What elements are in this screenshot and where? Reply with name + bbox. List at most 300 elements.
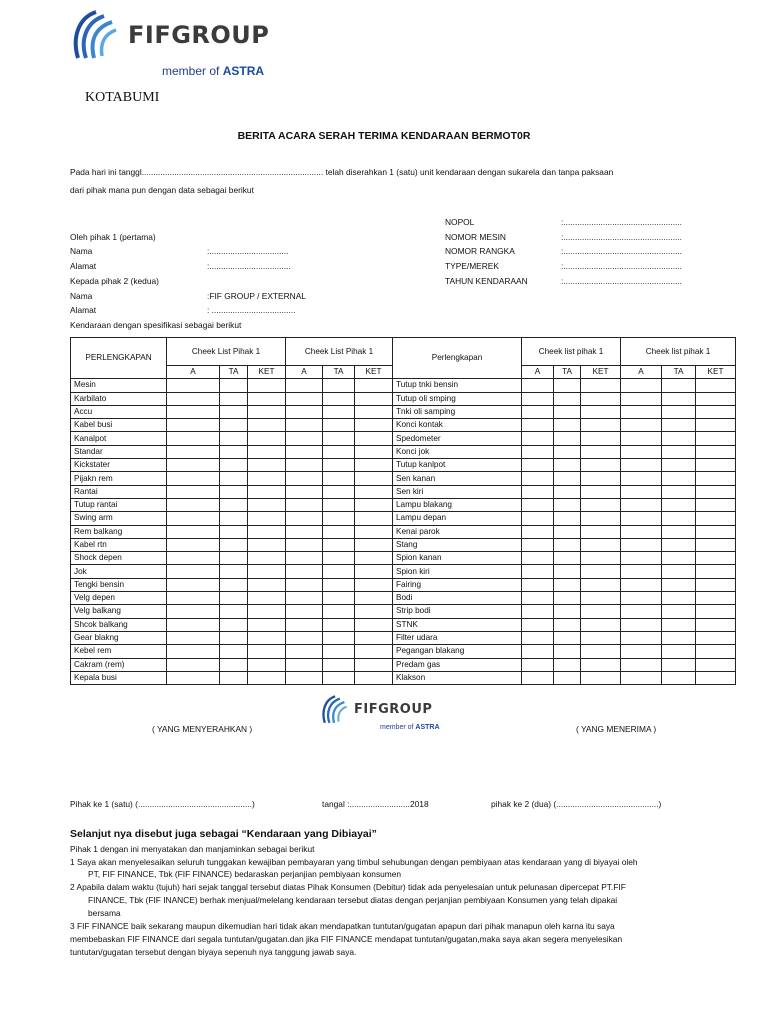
check-cell[interactable] [581, 419, 621, 432]
check-cell[interactable] [621, 658, 662, 671]
check-cell[interactable] [248, 472, 286, 485]
check-cell[interactable] [696, 658, 736, 671]
check-cell[interactable] [554, 472, 581, 485]
equipment-name-left: Kickstater [71, 459, 167, 472]
check-cell[interactable] [554, 405, 581, 418]
check-cell[interactable] [554, 645, 581, 658]
check-cell[interactable] [286, 525, 323, 538]
check-cell[interactable] [554, 392, 581, 405]
check-cell[interactable] [522, 498, 554, 511]
check-cell[interactable] [355, 472, 393, 485]
check-cell[interactable] [581, 445, 621, 458]
check-cell[interactable] [581, 671, 621, 684]
check-cell[interactable] [522, 645, 554, 658]
check-cell[interactable] [323, 392, 355, 405]
check-cell[interactable] [167, 459, 220, 472]
check-cell[interactable] [220, 512, 248, 525]
check-cell[interactable] [248, 525, 286, 538]
check-cell[interactable] [662, 498, 696, 511]
check-cell[interactable] [696, 618, 736, 631]
check-cell[interactable] [286, 552, 323, 565]
check-cell[interactable] [662, 538, 696, 551]
check-cell[interactable] [355, 379, 393, 392]
check-cell[interactable] [355, 592, 393, 605]
check-cell[interactable] [522, 445, 554, 458]
check-cell[interactable] [167, 405, 220, 418]
check-cell[interactable] [167, 631, 220, 644]
check-cell[interactable] [323, 631, 355, 644]
check-cell[interactable] [220, 631, 248, 644]
check-cell[interactable] [581, 472, 621, 485]
check-cell[interactable] [355, 631, 393, 644]
check-cell[interactable] [355, 578, 393, 591]
check-cell[interactable] [248, 538, 286, 551]
check-cell[interactable] [581, 459, 621, 472]
check-cell[interactable] [662, 658, 696, 671]
check-cell[interactable] [522, 565, 554, 578]
check-cell[interactable] [286, 445, 323, 458]
check-cell[interactable] [248, 592, 286, 605]
check-cell[interactable] [220, 618, 248, 631]
check-cell[interactable] [554, 552, 581, 565]
footer-logo [320, 694, 460, 738]
equipment-name-right: Fairing [393, 578, 522, 591]
check-cell[interactable] [522, 405, 554, 418]
check-cell[interactable] [167, 392, 220, 405]
check-cell[interactable] [581, 592, 621, 605]
check-cell[interactable] [355, 432, 393, 445]
check-cell[interactable] [323, 459, 355, 472]
check-cell[interactable] [355, 565, 393, 578]
check-cell[interactable] [581, 605, 621, 618]
check-cell[interactable] [662, 618, 696, 631]
check-cell[interactable] [355, 605, 393, 618]
check-cell[interactable] [355, 419, 393, 432]
check-cell[interactable] [581, 658, 621, 671]
check-cell[interactable] [323, 578, 355, 591]
check-cell[interactable] [696, 392, 736, 405]
check-cell[interactable] [220, 445, 248, 458]
check-cell[interactable] [323, 618, 355, 631]
check-cell[interactable] [621, 631, 662, 644]
receiver-label: ( YANG MENERIMA ) [576, 724, 657, 734]
check-cell[interactable] [248, 565, 286, 578]
check-cell[interactable] [220, 379, 248, 392]
check-cell[interactable] [220, 605, 248, 618]
check-cell[interactable] [621, 512, 662, 525]
check-cell[interactable] [662, 565, 696, 578]
check-cell[interactable] [554, 605, 581, 618]
check-cell[interactable] [248, 578, 286, 591]
check-cell[interactable] [696, 645, 736, 658]
check-cell[interactable] [662, 512, 696, 525]
check-cell[interactable] [220, 392, 248, 405]
check-cell[interactable] [581, 631, 621, 644]
check-cell[interactable] [621, 419, 662, 432]
first-party-heading: Oleh pihak 1 (pertama) [70, 232, 156, 242]
check-cell[interactable] [286, 512, 323, 525]
check-cell[interactable] [286, 392, 323, 405]
check-cell[interactable] [286, 671, 323, 684]
check-cell[interactable] [554, 592, 581, 605]
check-cell[interactable] [554, 485, 581, 498]
equipment-name-right: Lampu blakang [393, 498, 522, 511]
check-cell[interactable] [355, 459, 393, 472]
check-cell[interactable] [696, 538, 736, 551]
check-cell[interactable] [323, 525, 355, 538]
check-cell[interactable] [220, 525, 248, 538]
check-cell[interactable] [581, 538, 621, 551]
check-cell[interactable] [581, 405, 621, 418]
check-cell[interactable] [323, 485, 355, 498]
check-cell[interactable] [248, 379, 286, 392]
check-cell[interactable] [662, 445, 696, 458]
check-cell[interactable] [621, 618, 662, 631]
check-cell[interactable] [248, 498, 286, 511]
check-cell[interactable] [248, 605, 286, 618]
check-cell[interactable] [554, 658, 581, 671]
check-cell[interactable] [167, 645, 220, 658]
check-cell[interactable] [248, 419, 286, 432]
check-cell[interactable] [286, 645, 323, 658]
equipment-name-right: Konci kontak [393, 419, 522, 432]
check-cell[interactable] [696, 459, 736, 472]
check-cell[interactable] [355, 485, 393, 498]
equipment-name-right: Pegangan blakang [393, 645, 522, 658]
check-cell[interactable] [621, 432, 662, 445]
check-cell[interactable] [286, 565, 323, 578]
check-cell[interactable] [286, 618, 323, 631]
check-cell[interactable] [581, 498, 621, 511]
check-cell[interactable] [220, 565, 248, 578]
check-cell[interactable] [554, 432, 581, 445]
check-cell[interactable] [554, 618, 581, 631]
check-cell[interactable] [286, 605, 323, 618]
check-cell[interactable] [522, 605, 554, 618]
check-cell[interactable] [323, 445, 355, 458]
check-cell[interactable] [355, 525, 393, 538]
alamat2-field: : .................................... [207, 305, 296, 315]
check-cell[interactable] [696, 671, 736, 684]
check-cell[interactable] [581, 645, 621, 658]
check-cell[interactable] [621, 472, 662, 485]
check-cell[interactable] [696, 379, 736, 392]
check-cell[interactable] [621, 392, 662, 405]
check-cell[interactable] [522, 578, 554, 591]
check-cell[interactable] [621, 485, 662, 498]
check-cell[interactable] [220, 419, 248, 432]
check-cell[interactable] [662, 392, 696, 405]
check-cell[interactable] [355, 658, 393, 671]
check-cell[interactable] [621, 552, 662, 565]
check-cell[interactable] [621, 445, 662, 458]
check-cell[interactable] [522, 472, 554, 485]
check-cell[interactable] [355, 618, 393, 631]
check-cell[interactable] [355, 538, 393, 551]
check-cell[interactable] [286, 578, 323, 591]
check-cell[interactable] [355, 512, 393, 525]
check-cell[interactable] [696, 525, 736, 538]
check-cell[interactable] [621, 379, 662, 392]
check-cell[interactable] [696, 605, 736, 618]
check-cell[interactable] [581, 379, 621, 392]
check-cell[interactable] [581, 485, 621, 498]
check-cell[interactable] [662, 379, 696, 392]
check-cell[interactable] [355, 498, 393, 511]
check-cell[interactable] [554, 631, 581, 644]
check-cell[interactable] [662, 671, 696, 684]
check-cell[interactable] [167, 525, 220, 538]
intro-line-1: Pada hari ini tanggl.............................................................................. telah diserahkan 1 (satu) unit kendaraan dengan sukarela dan tanpa paksaan [70, 167, 614, 177]
check-cell[interactable] [167, 671, 220, 684]
check-cell[interactable] [696, 432, 736, 445]
check-cell[interactable] [286, 405, 323, 418]
check-cell[interactable] [581, 578, 621, 591]
check-cell[interactable] [581, 525, 621, 538]
table-row [71, 392, 736, 405]
check-cell[interactable] [581, 618, 621, 631]
check-cell[interactable] [167, 512, 220, 525]
check-cell[interactable] [323, 538, 355, 551]
check-cell[interactable] [220, 578, 248, 591]
check-cell[interactable] [696, 592, 736, 605]
check-cell[interactable] [621, 645, 662, 658]
check-cell[interactable] [220, 645, 248, 658]
check-cell[interactable] [522, 671, 554, 684]
check-cell[interactable] [554, 565, 581, 578]
check-cell[interactable] [554, 379, 581, 392]
check-cell[interactable] [662, 592, 696, 605]
check-cell[interactable] [220, 538, 248, 551]
check-cell[interactable] [286, 498, 323, 511]
check-cell[interactable] [522, 512, 554, 525]
check-cell[interactable] [696, 419, 736, 432]
check-cell[interactable] [522, 379, 554, 392]
check-cell[interactable] [323, 419, 355, 432]
check-cell[interactable] [554, 459, 581, 472]
check-cell[interactable] [554, 578, 581, 591]
check-cell[interactable] [248, 645, 286, 658]
nama2-field: :FIF GROUP / EXTERNAL [207, 291, 306, 301]
check-cell[interactable] [522, 459, 554, 472]
check-cell[interactable] [286, 631, 323, 644]
check-cell[interactable] [522, 525, 554, 538]
check-cell[interactable] [248, 671, 286, 684]
check-cell[interactable] [323, 472, 355, 485]
check-cell[interactable] [355, 645, 393, 658]
check-cell[interactable] [581, 512, 621, 525]
check-cell[interactable] [167, 445, 220, 458]
check-cell[interactable] [662, 405, 696, 418]
check-cell[interactable] [323, 512, 355, 525]
check-cell[interactable] [167, 552, 220, 565]
check-cell[interactable] [662, 525, 696, 538]
check-cell[interactable] [167, 472, 220, 485]
check-cell[interactable] [167, 578, 220, 591]
astra-text: ASTRA [415, 724, 440, 731]
check-cell[interactable] [696, 631, 736, 644]
equipment-name-left: Gear blakng [71, 631, 167, 644]
check-cell[interactable] [323, 565, 355, 578]
check-cell[interactable] [621, 538, 662, 551]
check-cell[interactable] [248, 485, 286, 498]
check-cell[interactable] [522, 658, 554, 671]
check-cell[interactable] [167, 485, 220, 498]
check-cell[interactable] [522, 552, 554, 565]
check-cell[interactable] [581, 392, 621, 405]
check-cell[interactable] [662, 459, 696, 472]
check-cell[interactable] [581, 552, 621, 565]
check-cell[interactable] [286, 538, 323, 551]
check-cell[interactable] [323, 605, 355, 618]
check-cell[interactable] [323, 405, 355, 418]
check-cell[interactable] [167, 419, 220, 432]
check-cell[interactable] [621, 459, 662, 472]
check-cell[interactable] [167, 538, 220, 551]
check-cell[interactable] [662, 432, 696, 445]
equipment-name-left: Velg depen [71, 592, 167, 605]
check-cell[interactable] [286, 472, 323, 485]
check-cell[interactable] [323, 552, 355, 565]
check-cell[interactable] [554, 498, 581, 511]
check-cell[interactable] [286, 379, 323, 392]
check-cell[interactable] [286, 485, 323, 498]
company-logo [70, 8, 270, 80]
check-cell[interactable] [662, 419, 696, 432]
check-cell[interactable] [554, 419, 581, 432]
check-cell[interactable] [621, 578, 662, 591]
check-cell[interactable] [248, 618, 286, 631]
check-cell[interactable] [220, 459, 248, 472]
check-cell[interactable] [286, 419, 323, 432]
check-cell[interactable] [662, 631, 696, 644]
check-cell[interactable] [220, 472, 248, 485]
check-cell[interactable] [662, 552, 696, 565]
date-line: tangal :..........................2018 [322, 799, 429, 809]
check-cell[interactable] [167, 658, 220, 671]
check-cell[interactable] [248, 631, 286, 644]
check-cell[interactable] [696, 472, 736, 485]
table-row [71, 592, 736, 605]
check-cell[interactable] [522, 392, 554, 405]
check-cell[interactable] [323, 432, 355, 445]
check-cell[interactable] [696, 512, 736, 525]
check-cell[interactable] [554, 512, 581, 525]
check-cell[interactable] [621, 605, 662, 618]
alamat2-label: Alamat [70, 305, 97, 315]
check-cell[interactable] [167, 592, 220, 605]
check-cell[interactable] [355, 445, 393, 458]
check-cell[interactable] [662, 485, 696, 498]
check-cell[interactable] [220, 485, 248, 498]
check-cell[interactable] [522, 485, 554, 498]
check-cell[interactable] [581, 432, 621, 445]
check-cell[interactable] [662, 645, 696, 658]
check-cell[interactable] [323, 671, 355, 684]
check-cell[interactable] [323, 658, 355, 671]
check-cell[interactable] [248, 445, 286, 458]
check-cell[interactable] [323, 592, 355, 605]
check-cell[interactable] [355, 552, 393, 565]
check-cell[interactable] [554, 525, 581, 538]
check-cell[interactable] [286, 592, 323, 605]
check-cell[interactable] [621, 405, 662, 418]
check-cell[interactable] [220, 498, 248, 511]
check-cell[interactable] [581, 565, 621, 578]
check-cell[interactable] [220, 405, 248, 418]
check-cell[interactable] [167, 605, 220, 618]
check-cell[interactable] [696, 578, 736, 591]
check-cell[interactable] [554, 538, 581, 551]
check-cell[interactable] [621, 592, 662, 605]
check-cell[interactable] [323, 379, 355, 392]
check-cell[interactable] [286, 658, 323, 671]
check-cell[interactable] [167, 379, 220, 392]
check-cell[interactable] [522, 419, 554, 432]
table-row [71, 538, 736, 551]
check-cell[interactable] [621, 525, 662, 538]
check-cell[interactable] [662, 605, 696, 618]
check-cell[interactable] [248, 405, 286, 418]
check-cell[interactable] [248, 432, 286, 445]
check-cell[interactable] [167, 432, 220, 445]
check-cell[interactable] [248, 552, 286, 565]
check-cell[interactable] [323, 498, 355, 511]
check-cell[interactable] [220, 671, 248, 684]
check-cell[interactable] [522, 432, 554, 445]
check-cell[interactable] [696, 485, 736, 498]
check-cell[interactable] [662, 472, 696, 485]
statement-3-line-1: 3 FIF FINANCE baik sekarang maupun dikemudian hari tidak akan mendapatkan tuntutan/gugatan apapun dari pihak manapun oleh karna itu saya [70, 921, 615, 931]
check-cell[interactable] [220, 592, 248, 605]
check-cell[interactable] [323, 645, 355, 658]
check-cell[interactable] [522, 631, 554, 644]
check-cell[interactable] [662, 578, 696, 591]
check-cell[interactable] [248, 459, 286, 472]
check-cell[interactable] [522, 538, 554, 551]
check-cell[interactable] [522, 592, 554, 605]
check-cell[interactable] [248, 512, 286, 525]
check-cell[interactable] [167, 565, 220, 578]
check-cell[interactable] [554, 445, 581, 458]
table-row [71, 459, 736, 472]
check-cell[interactable] [220, 432, 248, 445]
check-cell[interactable] [286, 432, 323, 445]
check-cell[interactable] [355, 392, 393, 405]
check-cell[interactable] [355, 671, 393, 684]
statement-2-line-2: FINANCE, Tbk (FIF INANCE) berhak menjual/melelang kendaraan tersebut diatas dengan perjanjian pembiyaan Konsumen yang telah dipakai [88, 895, 618, 905]
check-cell[interactable] [248, 658, 286, 671]
check-cell[interactable] [696, 498, 736, 511]
check-cell[interactable] [522, 618, 554, 631]
check-cell[interactable] [554, 671, 581, 684]
check-cell[interactable] [621, 671, 662, 684]
check-cell[interactable] [248, 392, 286, 405]
check-cell[interactable] [696, 445, 736, 458]
check-cell[interactable] [167, 618, 220, 631]
check-cell[interactable] [220, 552, 248, 565]
check-cell[interactable] [167, 498, 220, 511]
check-cell[interactable] [220, 658, 248, 671]
check-cell[interactable] [696, 552, 736, 565]
check-cell[interactable] [696, 565, 736, 578]
check-cell[interactable] [696, 405, 736, 418]
party2-signature-line: pihak ke 2 (dua) (............................................) [491, 799, 662, 809]
check-cell[interactable] [286, 459, 323, 472]
check-cell[interactable] [355, 405, 393, 418]
check-cell[interactable] [621, 498, 662, 511]
check-cell[interactable] [621, 565, 662, 578]
